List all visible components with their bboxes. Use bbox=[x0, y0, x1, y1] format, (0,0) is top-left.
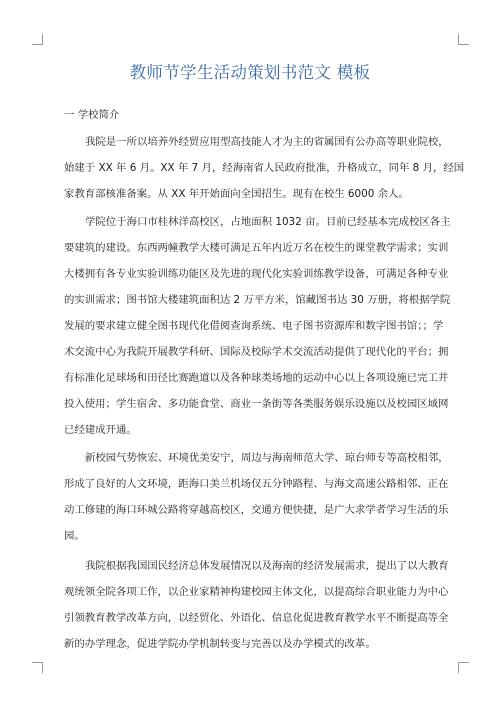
paragraph-2-line-3: 大楼拥有各专业实验训练功能区及先进的现代化实验训练教学设备，可满足各种专业 bbox=[64, 268, 449, 280]
paragraph-4-line-2: 观统领全院各项工作，以企业家精神构建校园主体文化，以提高综合职业能力为中心 bbox=[64, 586, 449, 598]
paragraph-4-line-4: 新的办学理念，促进学院办学机制转变与完善以及办学模式的改革。 bbox=[64, 638, 376, 650]
page-corner-mark-top-right bbox=[458, 34, 469, 45]
paragraph-2-line-5: 发展的要求建立健全图书现代化借阅查询系统、电子图书资源库和数字图书馆；；学 bbox=[64, 320, 444, 332]
paragraph-1-line-1: 我院是一所以培养外经贸应用型高技能人才为主的省属国有公办高等职业院校， bbox=[85, 136, 449, 148]
paragraph-3-line-3: 动工修建的海口环城公路将穿越高校区，交通方便快捷，是广大求学者学习生活的乐 bbox=[64, 504, 449, 516]
paragraph-3-line-2: 形成了良好的人文环境，距海口美兰机场仅五分钟路程、与海文高速公路相邻、正在 bbox=[64, 478, 449, 490]
paragraph-3-line-1: 新校园气势恢宏、环境优美安宁，周边与海南师范大学、琼台师专等高校相邻， bbox=[85, 452, 449, 464]
paragraph-4-line-1: 我院根据我国国民经济总体发展情况以及海南的经济发展需求，提出了以大教育 bbox=[85, 560, 449, 572]
paragraph-2-line-4: 的实训需求；图书馆大楼建筑面积达 2 万平方米，馆藏图书达 30 万册，将根据学院 bbox=[64, 294, 451, 306]
paragraph-3-line-4: 园。 bbox=[64, 530, 85, 542]
document-title: 教师节学生活动策划书范文 模板 bbox=[129, 63, 371, 82]
paragraph-1-line-2: 始建于 XX 年 6 月。XX 年 7 月，经海南省人民政府批准，升格成立，同年 8 月，经国 bbox=[64, 162, 465, 174]
page-corner-mark-bottom-right bbox=[458, 662, 469, 673]
paragraph-2-line-1: 学院位于海口市桂林洋高校区，占地面积 1032 亩。目前已经基本完成校区各主 bbox=[85, 216, 451, 228]
paragraph-2-line-7: 有标准化足球场和田径比赛跑道以及各种球类场地的运动中心以上各项设施已完工并 bbox=[64, 372, 449, 384]
section-heading: 一 学校简介 bbox=[64, 109, 120, 121]
paragraph-1-line-3: 家教育部核准备案。从 XX 年开始面向全国招生。现有在校生 6000 余人。 bbox=[64, 188, 409, 200]
paragraph-2-line-2: 要建筑的建设。东西两幢教学大楼可满足五年内近万名在校生的课堂教学需求；实训 bbox=[64, 242, 449, 254]
page-corner-mark-top-left bbox=[32, 34, 43, 45]
paragraph-2-line-9: 已经建成开通。 bbox=[64, 424, 137, 436]
paragraph-2-line-6: 术交流中心为我院开展教学科研、国际及校际学术交流活动提供了现代化的平台；拥 bbox=[64, 346, 449, 358]
paragraph-4-line-3: 引领教育教学改革方向，以经贸化、外语化、信息化促进教育教学水平不断提高等全 bbox=[64, 612, 449, 624]
page-corner-mark-bottom-left bbox=[32, 662, 43, 673]
paragraph-2-line-8: 投入使用；学生宿舍、多功能食堂、商业一条街等各类服务娱乐设施以及校园区域网 bbox=[64, 398, 449, 410]
